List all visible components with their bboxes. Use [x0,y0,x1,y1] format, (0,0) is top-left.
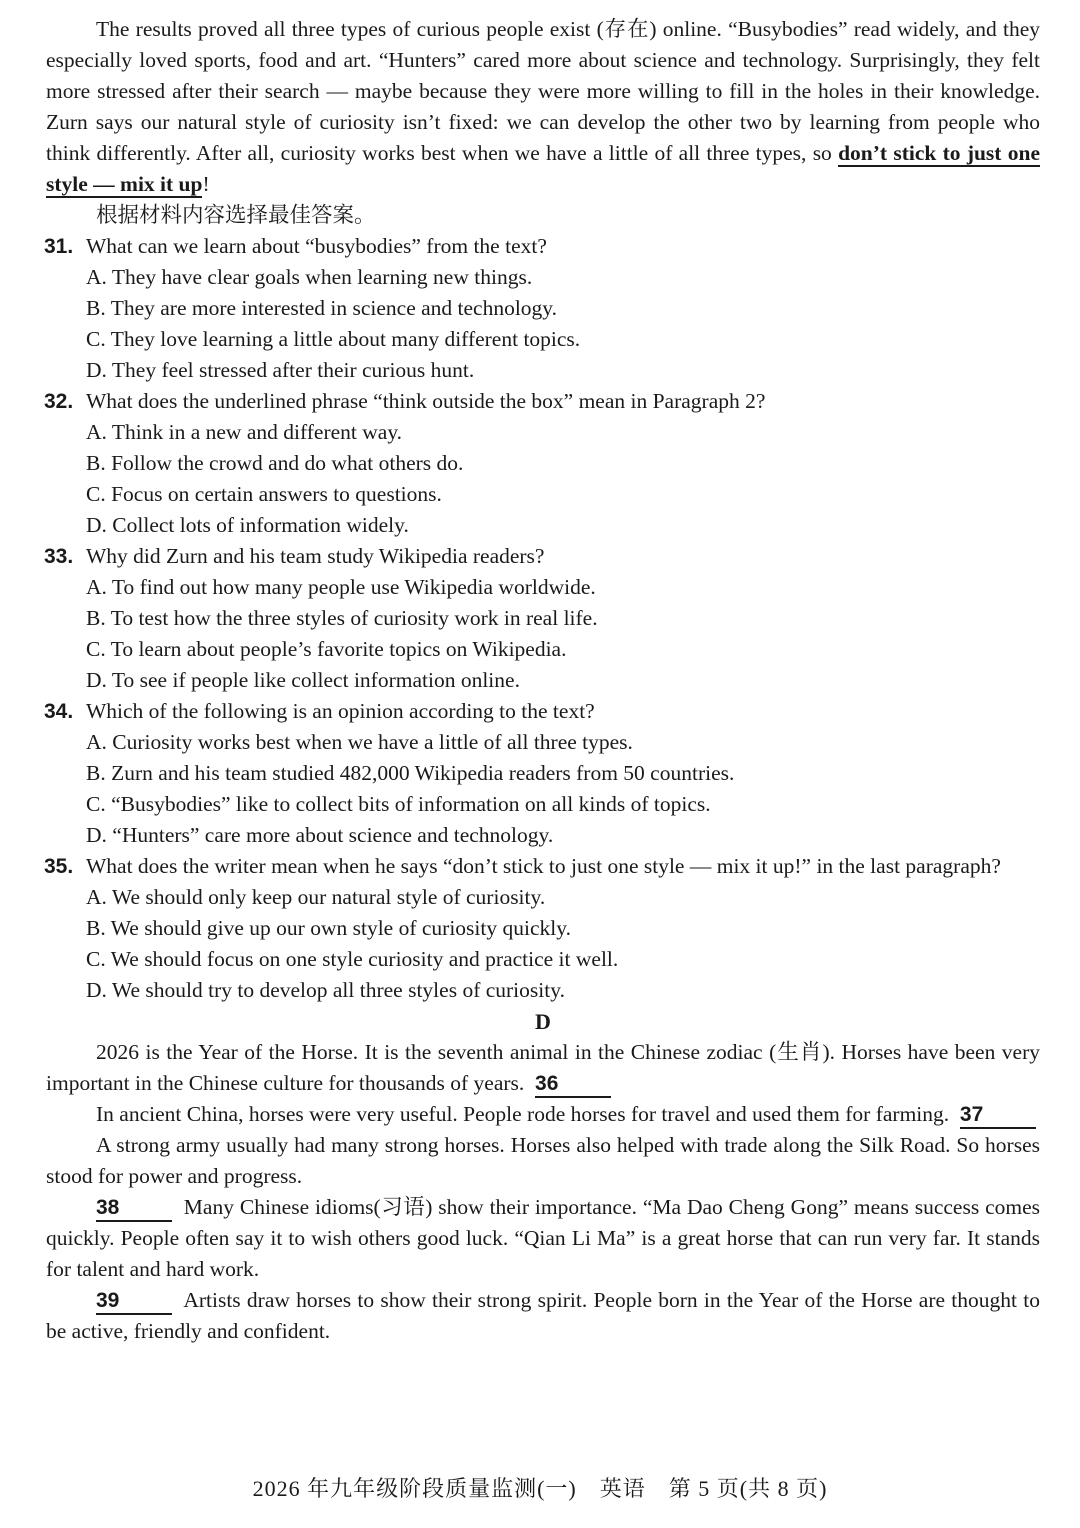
underlined-phrase: don’t stick to just one style — mix it up [46,141,1040,196]
question-number: 31. [44,235,74,258]
option-a: A. Think in a new and different way. [86,420,403,444]
option-c: C. To learn about people’s favorite topics on Wikipedia. [86,637,567,661]
blank-37[interactable]: 37 [960,1103,1036,1129]
passage-d-paragraph-2 [46,1099,1040,1130]
question-33 [46,541,1040,696]
instruction: 根据材料内容选择最佳答案。 [96,203,376,227]
paragraph-text: Artists draw horses to show their strong spirit. People born in the Year of the Horse are thought to be active, friendly and confident. [46,1288,1040,1343]
question-number: 33. [44,545,74,568]
blank-39[interactable]: 39 [96,1289,172,1315]
option-b: B. Zurn and his team studied 482,000 Wikipedia readers from 50 countries. [86,761,735,785]
blank-38[interactable]: 38 [96,1196,172,1222]
question-31 [46,231,1040,386]
question-stem: Which of the following is an opinion according to the text? [86,699,595,723]
question-stem: What does the writer mean when he says “don’t stick to just one style — mix it up!” in the last paragraph? [86,854,1001,878]
passage-d-paragraph-5 [46,1285,1040,1347]
paragraph-text: In ancient China, horses were very useful. People rode horses for travel and used them for farming. [96,1102,950,1126]
question-number: 32. [44,390,74,413]
option-b: B. To test how the three styles of curiosity work in real life. [86,606,598,630]
question-stem: Why did Zurn and his team study Wikipedia readers? [86,544,545,568]
question-35 [46,851,1040,1006]
question-stem: What does the underlined phrase “think outside the box” mean in Paragraph 2? [86,389,766,413]
option-d: D. We should try to develop all three styles of curiosity. [86,978,565,1002]
option-c: C. They love learning a little about many different topics. [86,327,581,351]
section-heading: D [535,1009,551,1034]
paragraph-text: 2026 is the Year of the Horse. It is the seventh animal in the Chinese zodiac (生肖). Horses have been very important in the Chinese culture for thousands of years. [46,1040,1040,1095]
question-32 [46,386,1040,541]
option-d: D. Collect lots of information widely. [86,513,409,537]
option-c: C. Focus on certain answers to questions. [86,482,442,506]
option-a: A. They have clear goals when learning new things. [86,265,533,289]
option-d: D. To see if people like collect information online. [86,668,520,692]
option-d: D. “Hunters” care more about science and technology. [86,823,554,847]
question-number: 34. [44,700,74,723]
option-a: A. To find out how many people use Wikipedia worldwide. [86,575,596,599]
passage-d-paragraph-3: A strong army usually had many strong horses. Horses also helped with trade along the Silk Road. So horses stood for power and progress. [46,1133,1040,1188]
option-a: A. Curiosity works best when we have a little of all three types. [86,730,633,754]
option-c: C. “Busybodies” like to collect bits of information on all kinds of topics. [86,792,711,816]
paragraph-text: Many Chinese idioms(习语) show their importance. “Ma Dao Cheng Gong” means success comes quickly. People often say it to wish others good luck. “Qian Li Ma” is a great horse that can run very far. It stands for talent and hard work. [46,1195,1041,1281]
option-b: B. We should give up our own style of curiosity quickly. [86,916,571,940]
option-a: A. We should only keep our natural style of curiosity. [86,885,546,909]
option-b: B. Follow the crowd and do what others do. [86,451,464,475]
passage-c-text: The results proved all three types of curious people exist (存在) online. “Busybodies” read widely, and they especially loved sports, food and art. “Hunters” cared more about science and technology. Surprisingly, they felt more stressed after their search — maybe because they were more willing to fill in the holes in their knowledge. Zurn says our natural style of curiosity isn’t fixed: we can develop the other two by learning from people who think differently. After all, curiosity works best when we have a little of all three types, so [46,17,1040,165]
blank-36[interactable]: 36 [535,1072,611,1098]
passage-c-final-paragraph [46,14,1040,200]
option-b: B. They are more interested in science and technology. [86,296,558,320]
option-c: C. We should focus on one style curiosity and practice it well. [86,947,619,971]
question-number: 35. [44,855,74,878]
option-d: D. They feel stressed after their curious hunt. [86,358,475,382]
exam-page [46,14,1040,1347]
passage-c-end-mark: ! [202,172,210,196]
page-footer: 2026 年九年级阶段质量监测(一) 英语 第 5 页(共 8 页) [252,1476,828,1501]
passage-d-paragraph-4 [46,1192,1040,1285]
question-34 [46,696,1040,851]
passage-d-paragraph-1 [46,1037,1040,1099]
question-stem: What can we learn about “busybodies” from the text? [86,234,547,258]
